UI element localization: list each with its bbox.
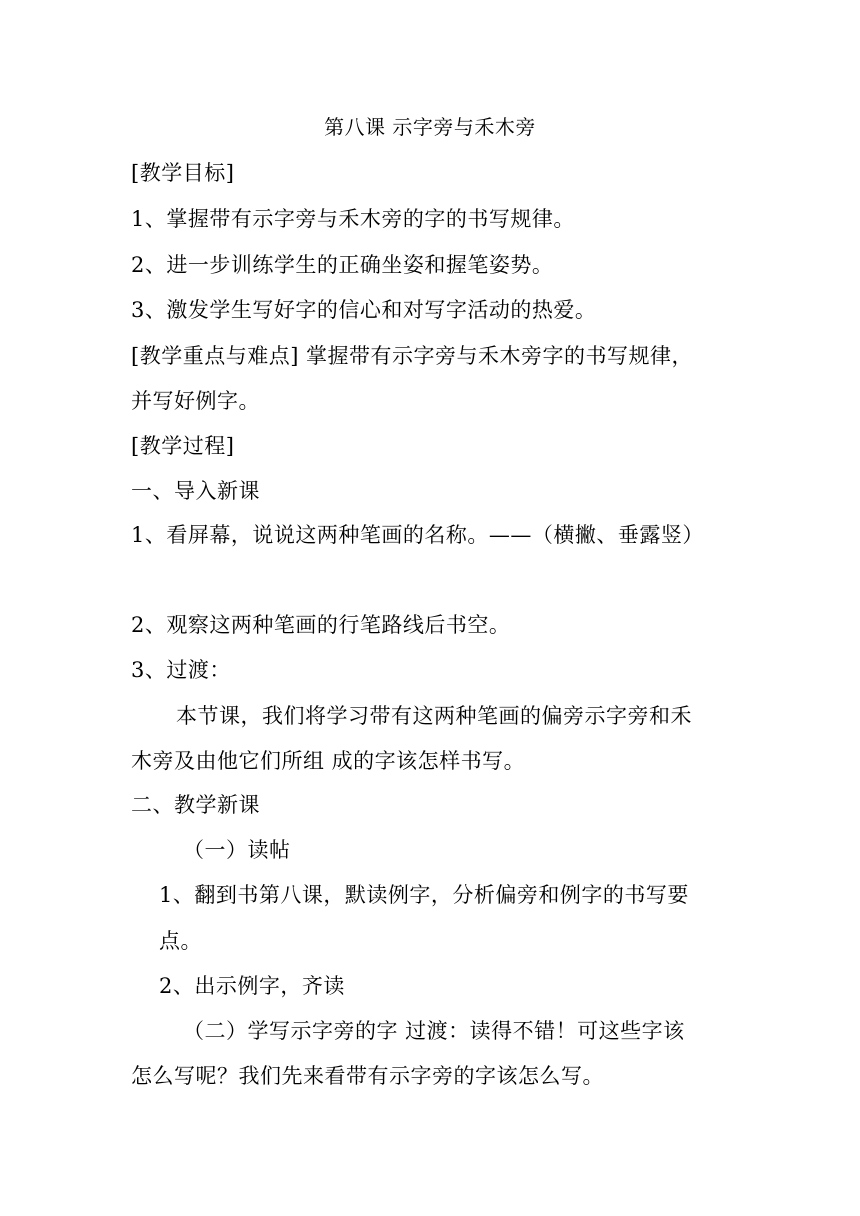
transition-paragraph: 木旁及由他它们所组 成的字该怎样书写。 — [131, 749, 526, 773]
process-heading: [教学过程] — [131, 434, 235, 458]
step-item: 2、观察这两种笔画的行笔路线后书空。 — [131, 613, 511, 637]
section-heading: 二、教学新课 — [131, 793, 260, 817]
page-title: 第八课 示字旁与禾木旁 — [324, 115, 536, 139]
objective-item: 1、掌握带有示字旁与禾木旁的字的书写规律。 — [131, 207, 575, 231]
objective-item: 3、激发学生写好字的信心和对写字活动的热爱。 — [131, 298, 597, 322]
objectives-heading: [教学目标] — [131, 161, 235, 185]
transition-paragraph: 本节课，我们将学习带有这两种笔画的偏旁示字旁和禾 — [176, 704, 692, 728]
subsection-paragraph: 怎么写呢？我们先来看带有示字旁的字该怎么写。 — [131, 1064, 604, 1088]
step-item: 1、看屏幕，说说这两种笔画的名称。——（横撇、垂露竖） — [131, 523, 704, 547]
key-points-line: 并写好例字。 — [131, 389, 260, 413]
list-item: 1、翻到书第八课，默读例字，分析偏旁和例字的书写要 — [159, 883, 689, 907]
objective-item: 2、进一步训练学生的正确坐姿和握笔姿势。 — [131, 253, 554, 277]
key-points-line: [教学重点与难点] 掌握带有示字旁与禾木旁字的书写规律， — [131, 344, 694, 368]
list-item: 点。 — [159, 929, 202, 953]
subsection-heading: （一）读帖 — [183, 838, 291, 862]
section-heading: 一、导入新课 — [131, 479, 260, 503]
subsection-paragraph: （二）学写示字旁的字 过渡：读得不错！可这些字该 — [183, 1019, 685, 1043]
step-item: 3、过渡： — [131, 658, 231, 682]
list-item: 2、出示例字，齐读 — [159, 974, 345, 998]
